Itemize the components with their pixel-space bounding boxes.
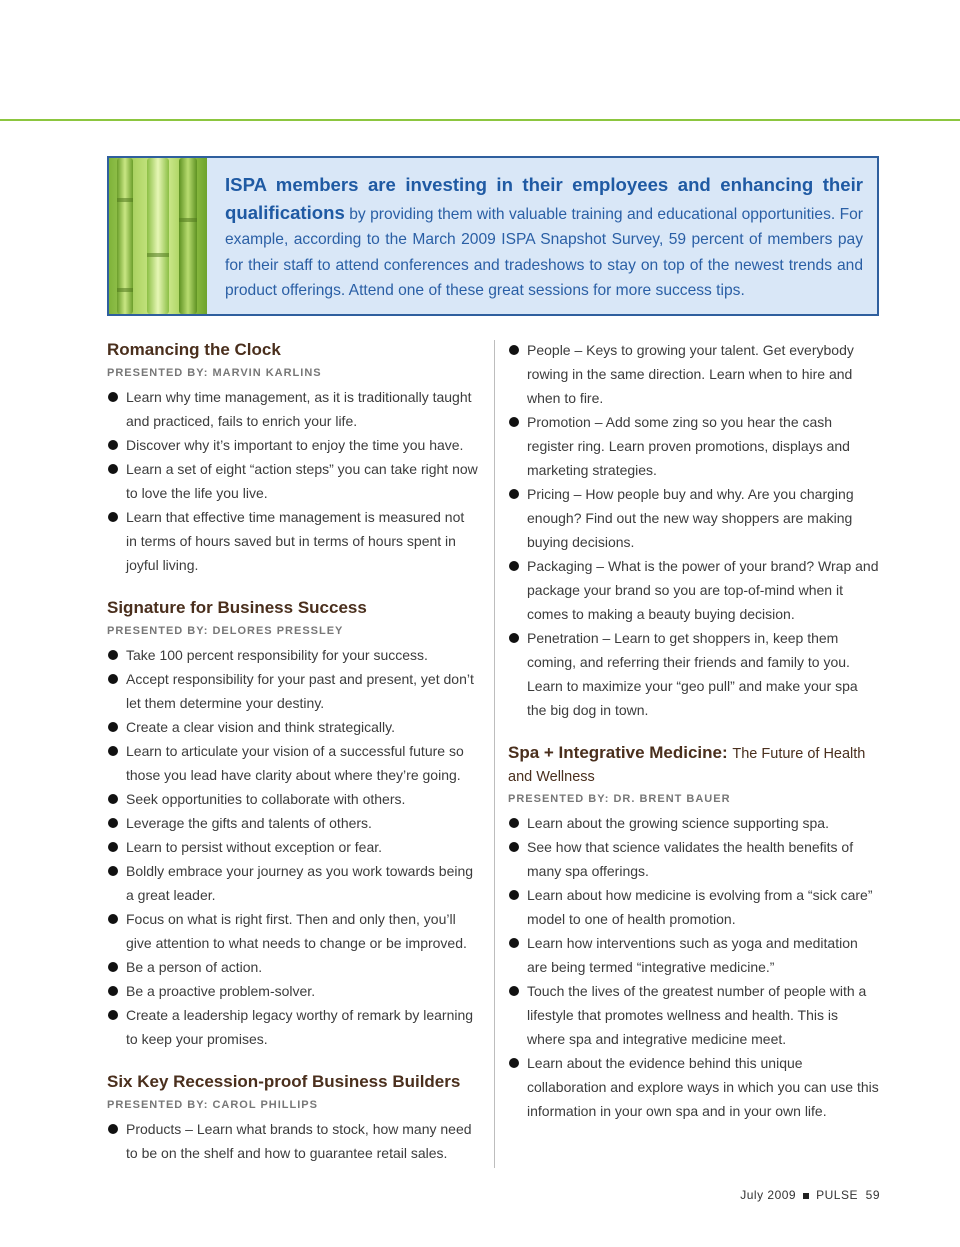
bullet-icon — [509, 890, 519, 900]
section-title-romancing: Romancing the Clock — [107, 340, 281, 359]
callout-text — [225, 172, 863, 304]
section-subtitle-spa-a: The Future of Health — [732, 746, 866, 762]
list-item: Seek opportunities to collaborate with others. — [107, 787, 479, 811]
section-title-six-key: Six Key Recession-proof Business Builders — [107, 1072, 461, 1091]
section-title-spa: Spa + Integrative Medicine: The Future of Health and Wellness — [508, 741, 880, 788]
list-item: Be a proactive problem-solver. — [107, 979, 479, 1003]
list-item: Create a leadership legacy worthy of remark by learning to keep your promises. — [107, 1003, 479, 1051]
list-item: Focus on what is right first. Then and only then, you’ll give attention to what needs to change or be improved. — [107, 907, 479, 955]
bullet-icon — [108, 674, 118, 684]
presenter-signature: PRESENTED BY: DELORES PRESSLEY — [107, 625, 344, 637]
list-item: Learn why time management, as it is traditionally taught and practiced, fails to enrich your life. — [107, 385, 479, 433]
list-item: Promotion – Add some zing so you hear the cash register ring. Learn proven promotions, displays and marketing strategies. — [508, 410, 880, 482]
square-bullet-icon — [803, 1193, 809, 1199]
footer-date: July 2009 — [740, 1188, 797, 1202]
list-romancing — [107, 385, 479, 577]
list-item: Take 100 percent responsibility for your success. — [107, 643, 479, 667]
right-column — [508, 338, 880, 1123]
list-item: Accept responsibility for your past and present, yet don’t let them determine your destiny. — [107, 667, 479, 715]
bullet-icon — [108, 986, 118, 996]
list-item: Be a person of action. — [107, 955, 479, 979]
list-item: Penetration – Learn to get shoppers in, keep them coming, and referring their friends and family to you. Learn to maximize your “geo pull” and make your spa the big dog in town. — [508, 626, 880, 722]
bullet-icon — [108, 962, 118, 972]
bullet-icon — [108, 914, 118, 924]
top-green-rule — [0, 119, 960, 121]
bullet-icon — [108, 722, 118, 732]
bullet-icon — [108, 794, 118, 804]
bullet-icon — [509, 633, 519, 643]
list-signature — [107, 643, 479, 1051]
bullet-icon — [108, 1010, 118, 1020]
bullet-icon — [509, 489, 519, 499]
bullet-icon — [509, 938, 519, 948]
bullet-icon — [108, 746, 118, 756]
list-item: Learn to persist without exception or fear. — [107, 835, 479, 859]
presenter-spa: PRESENTED BY: DR. BRENT BAUER — [508, 793, 731, 805]
list-item: Learn about how medicine is evolving from a “sick care” model to one of health promotion. — [508, 883, 880, 931]
list-item: Learn to articulate your vision of a successful future so those you lead have clarity about where they’re going. — [107, 739, 479, 787]
list-item: Touch the lives of the greatest number of people with a lifestyle that promotes wellness and health. This is where spa and integrative medicine meet. — [508, 979, 880, 1051]
bullet-icon — [509, 842, 519, 852]
bullet-icon — [108, 866, 118, 876]
bullet-icon — [509, 1058, 519, 1068]
list-six-key-left — [107, 1117, 479, 1165]
intro-callout-box — [107, 156, 879, 316]
callout-body: by providing them with valuable training and educational opportunities. For example, according to the March 2009 ISPA Snapshot Survey, 59 percent of members pay for their staff to attend conferences and tradeshows to stay on top of the newest trends and product offerings. Attend one of these great sessions for more success tips. — [225, 205, 863, 299]
section-subtitle-spa-b: and Wellness — [508, 769, 595, 785]
page-number: 59 — [865, 1188, 880, 1202]
list-item: Create a clear vision and think strategically. — [107, 715, 479, 739]
list-item: See how that science validates the health benefits of many spa offerings. — [508, 835, 880, 883]
list-item: Discover why it’s important to enjoy the time you have. — [107, 433, 479, 457]
list-item: Pricing – How people buy and why. Are you charging enough? Find out the new way shoppers are making buying decisions. — [508, 482, 880, 554]
bullet-icon — [509, 986, 519, 996]
column-divider — [494, 340, 495, 1168]
list-item: Learn about the evidence behind this unique collaboration and explore ways in which you can use this information in your own spa and in your own life. — [508, 1051, 880, 1123]
list-item: Learn that effective time management is measured not in terms of hours saved but in terms of hours spent in joyful living. — [107, 505, 479, 577]
footer-magazine: PULSE — [816, 1188, 858, 1202]
list-item: Boldly embrace your journey as you work towards being a great leader. — [107, 859, 479, 907]
list-item: Products – Learn what brands to stock, how many need to be on the shelf and how to guarantee retail sales. — [107, 1117, 479, 1165]
bullet-icon — [509, 561, 519, 571]
bullet-icon — [108, 1124, 118, 1134]
bullet-icon — [509, 818, 519, 828]
bamboo-image — [109, 158, 207, 314]
list-item: Leverage the gifts and talents of others. — [107, 811, 479, 835]
bullet-icon — [108, 440, 118, 450]
bullet-icon — [108, 392, 118, 402]
callout-lead: ISPA members are investing in their employees and enhancing their qualifications — [225, 174, 863, 223]
presenter-six-key: PRESENTED BY: CAROL PHILLIPS — [107, 1099, 318, 1111]
list-item: People – Keys to growing your talent. Get everybody rowing in the same direction. Learn when to hire and when to fire. — [508, 338, 880, 410]
bullet-icon — [108, 818, 118, 828]
list-item: Packaging – What is the power of your brand? Wrap and package your brand so you are top-of-mind when it comes to making a beauty buying decision. — [508, 554, 880, 626]
left-column — [107, 338, 479, 1165]
bullet-icon — [509, 417, 519, 427]
bullet-icon — [108, 512, 118, 522]
bullet-icon — [108, 842, 118, 852]
list-item: Learn about the growing science supporting spa. — [508, 811, 880, 835]
list-six-key-right — [508, 338, 880, 722]
list-item: Learn a set of eight “action steps” you can take right now to love the life you live. — [107, 457, 479, 505]
bullet-icon — [108, 650, 118, 660]
list-spa — [508, 811, 880, 1123]
bullet-icon — [108, 464, 118, 474]
list-item: Learn how interventions such as yoga and meditation are being termed “integrative medicine.” — [508, 931, 880, 979]
section-title-signature: Signature for Business Success — [107, 598, 367, 617]
bullet-icon — [509, 345, 519, 355]
presenter-romancing: PRESENTED BY: MARVIN KARLINS — [107, 367, 322, 379]
page-footer — [740, 1188, 880, 1202]
